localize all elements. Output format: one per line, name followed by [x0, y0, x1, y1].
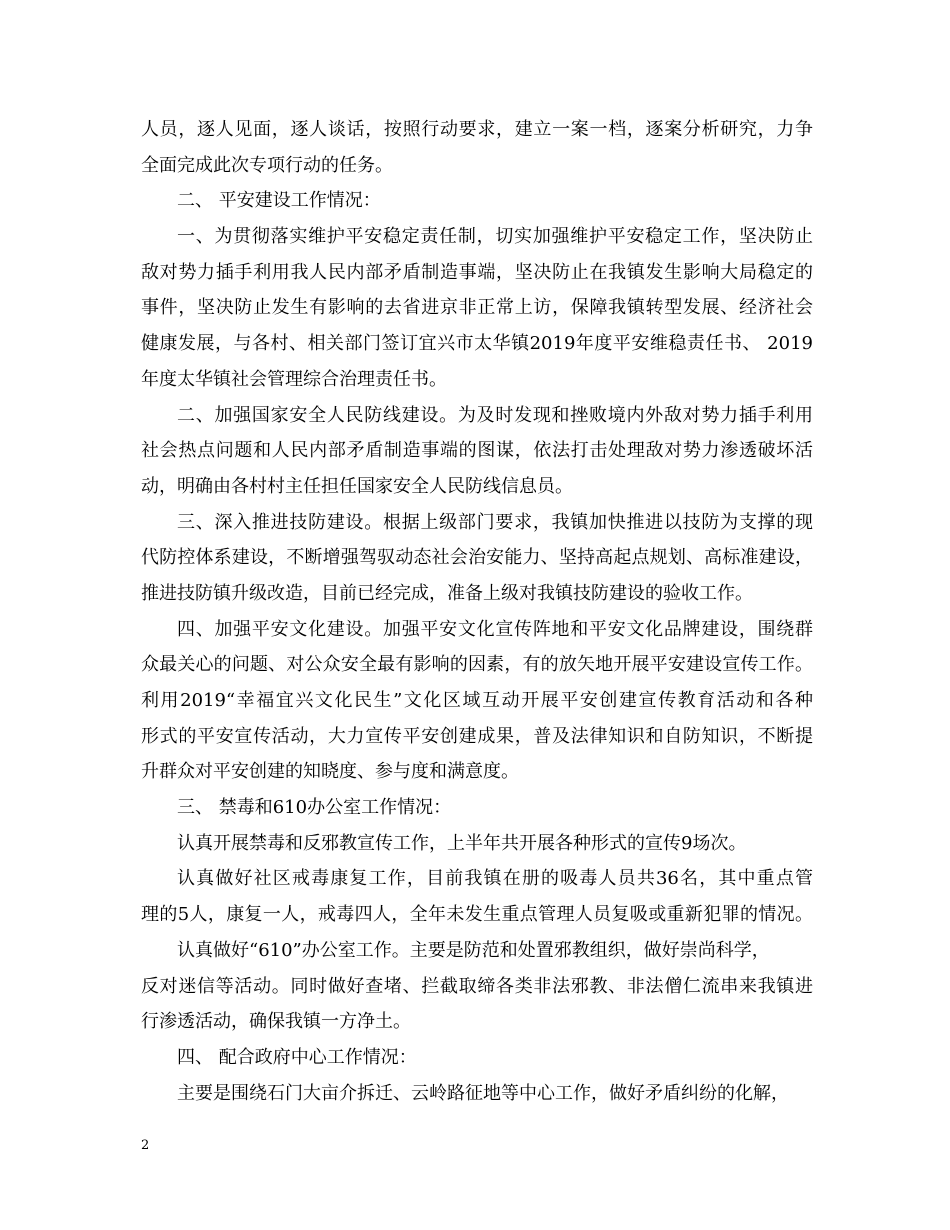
text-line: 升群众对平安创建的知晓度、参与度和满意度。 — [141, 761, 519, 783]
text-line: 全面完成此次专项行动的任务。 — [141, 154, 393, 176]
text-line: 行渗透活动，确保我镇一方净土。 — [141, 1011, 411, 1033]
text-line: 社会热点问题和人民内部矛盾制造事端的图谋，依法打击处理敌对势力渗透破坏活 — [141, 440, 813, 462]
text-line: 认真开展禁毒和反邪教宣传工作，上半年共开展各种形式的宣传9场次。 — [177, 832, 747, 854]
text-line: 四、加强平安文化建设。加强平安文化宣传阵地和平安文化品牌建设，围绕群 — [177, 618, 813, 640]
text-line: 主要是围绕石门大亩介拆迁、云岭路征地等中心工作，做好矛盾纠纷的化解， — [177, 1082, 789, 1104]
text-line: 认真做好社区戒毒康复工作，目前我镇在册的吸毒人员共36名，其中重点管 — [177, 868, 813, 890]
text-line: 反对迷信等活动。同时做好查堵、拦截取缔各类非法邪教、非法僧仁流串来我镇进 — [141, 975, 813, 997]
text-line: 认真做好“610”办公室工作。主要是防范和处置邪教组织，做好崇尚科学， — [177, 939, 770, 961]
text-line: 二、加强国家安全人民防线建设。为及时发现和挫败境内外敌对势力插手利用 — [177, 404, 813, 426]
text-line: 事件，坚决防止发生有影响的去省进京非正常上访，保障我镇转型发展、经济社会 — [141, 297, 813, 319]
text-line: 三、深入推进技防建设。根据上级部门要求，我镇加快推进以技防为支撑的现 — [177, 511, 813, 533]
text-line: 四、 配合政府中心工作情况： — [177, 1046, 417, 1068]
text-line: 理的5人，康复一人，戒毒四人，全年未发生重点管理人员复吸或重新犯罪的情况。 — [141, 904, 813, 926]
text-line: 形式的平安宣传活动，大力宣传平安创建成果，普及法律知识和自防知识，不断提 — [141, 725, 813, 747]
text-line: 代防控体系建设，不断增强驾驭动态社会治安能力、坚持高起点规划、高标准建设， — [141, 547, 813, 569]
text-line: 敌对势力插手利用我人民内部矛盾制造事端，坚决防止在我镇发生影响大局稳定的 — [141, 261, 813, 283]
text-line: 众最关心的问题、对公众安全最有影响的因素，有的放矢地开展平安建设宣传工作。 — [141, 654, 813, 676]
text-line: 利用2019“幸福宜兴文化民生”文化区域互动开展平安创建宣传教育活动和各种 — [141, 690, 813, 711]
page-number: 2 — [141, 1138, 150, 1153]
text-line: 一、为贯彻落实维护平安稳定责任制，切实加强维护平安稳定工作，坚决防止 — [177, 226, 813, 248]
text-line: 三、 禁毒和610办公室工作情况： — [177, 797, 452, 819]
text-line: 健康发展，与各村、相关部门签订宜兴市太华镇2019年度平安维稳责任书、 2019 — [141, 333, 813, 355]
text-line: 二、 平安建设工作情况： — [177, 190, 381, 212]
text-line: 年度太华镇社会管理综合治理责任书。 — [141, 368, 447, 390]
text-line: 动，明确由各村村主任担任国家安全人民防线信息员。 — [141, 475, 573, 497]
text-line: 推进技防镇升级改造，目前已经完成，准备上级对我镇技防建设的验收工作。 — [141, 582, 753, 604]
document-body — [141, 112, 813, 1111]
text-line: 人员，逐人见面，逐人谈话，按照行动要求，建立一案一档，逐案分析研究，力争 — [141, 119, 813, 140]
